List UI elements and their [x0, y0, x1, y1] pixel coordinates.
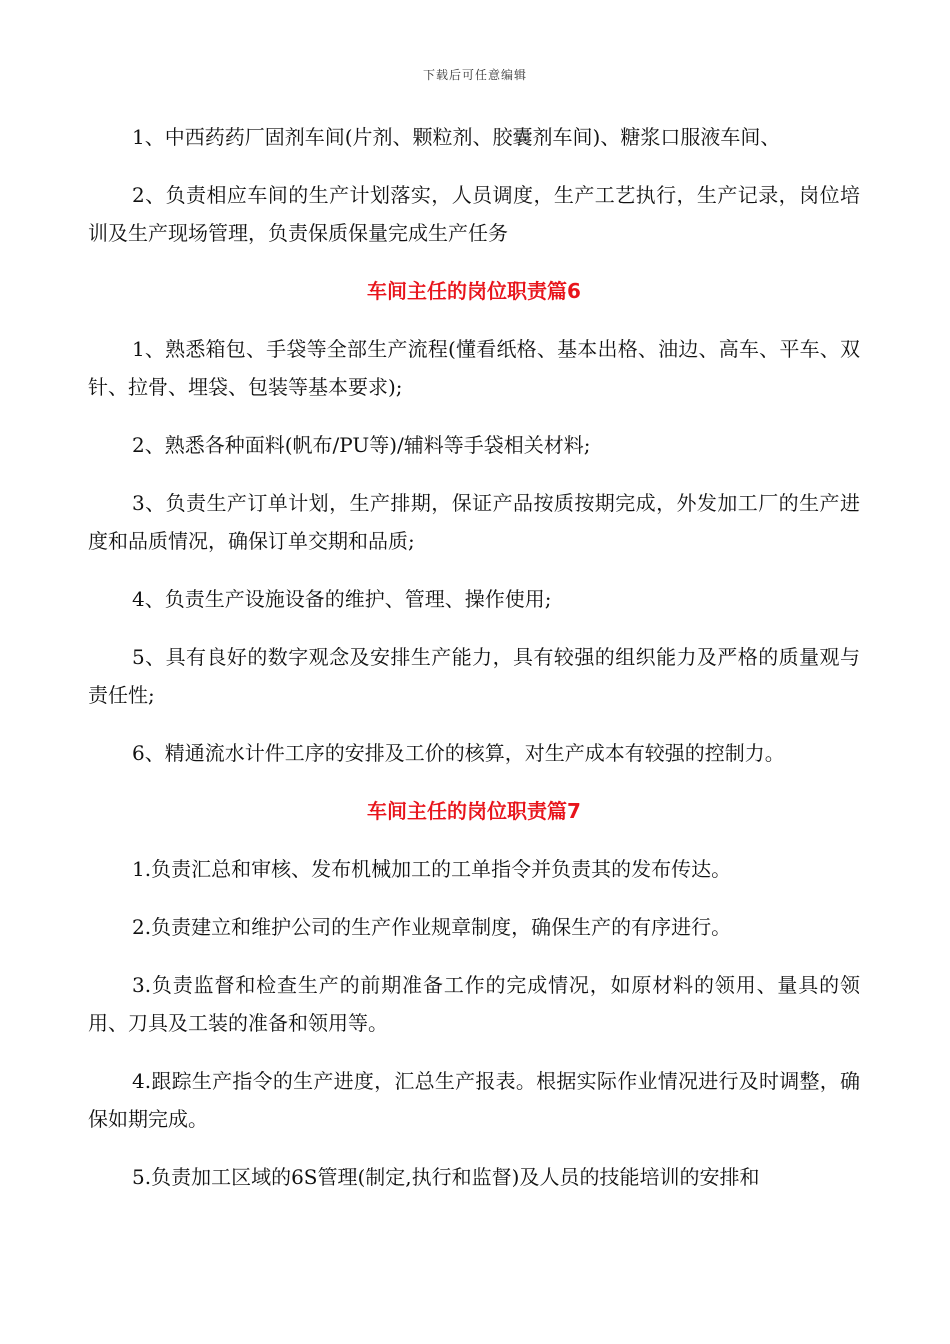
paragraph: 2.负责建立和维护公司的生产作业规章制度，确保生产的有序进行。 [132, 915, 732, 939]
paragraph: 1、中西药药厂固剂车间(片剂、颗粒剂、胶囊剂车间)、糖浆口服液车间、 [132, 125, 781, 149]
section-heading: 车间主任的岗位职责篇7 [367, 799, 581, 823]
paragraph: 3.负责监督和检查生产的前期准备工作的完成情况，如原材料的领用、量具的领用、刀具及工装的准备和领用等。 [88, 973, 860, 1035]
paragraph: 5.负责加工区域的6S管理(制定,执行和监督)及人员的技能培训的安排和 [132, 1165, 760, 1189]
paragraph: 2、熟悉各种面料(帆布/PU等)/辅料等手袋相关材料; [132, 433, 591, 457]
page-header-note: 下载后可任意编辑 [422, 68, 527, 82]
paragraph: 1、熟悉箱包、手袋等全部生产流程(懂看纸格、基本出格、油边、高车、平车、双针、拉骨、埋袋、包装等基本要求); [88, 337, 860, 399]
paragraph: 3、负责生产订单计划，生产排期，保证产品按质按期完成，外发加工厂的生产进度和品质情况，确保订单交期和品质; [88, 491, 860, 553]
section-heading: 车间主任的岗位职责篇6 [367, 279, 581, 303]
paragraph: 1.负责汇总和审核、发布机械加工的工单指令并负责其的发布传达。 [132, 857, 732, 881]
paragraph: 4.跟踪生产指令的生产进度，汇总生产报表。根据实际作业情况进行及时调整，确保如期完成。 [88, 1069, 860, 1131]
paragraph: 2、负责相应车间的生产计划落实，人员调度，生产工艺执行，生产记录，岗位培训及生产现场管理，负责保质保量完成生产任务 [88, 183, 860, 245]
paragraph: 5、具有良好的数字观念及安排生产能力，具有较强的组织能力及严格的质量观与责任性; [88, 645, 860, 707]
paragraph: 4、负责生产设施设备的维护、管理、操作使用; [132, 587, 552, 611]
document-body [88, 118, 860, 1216]
paragraph: 6、精通流水计件工序的安排及工价的核算，对生产成本有较强的控制力。 [132, 741, 785, 765]
